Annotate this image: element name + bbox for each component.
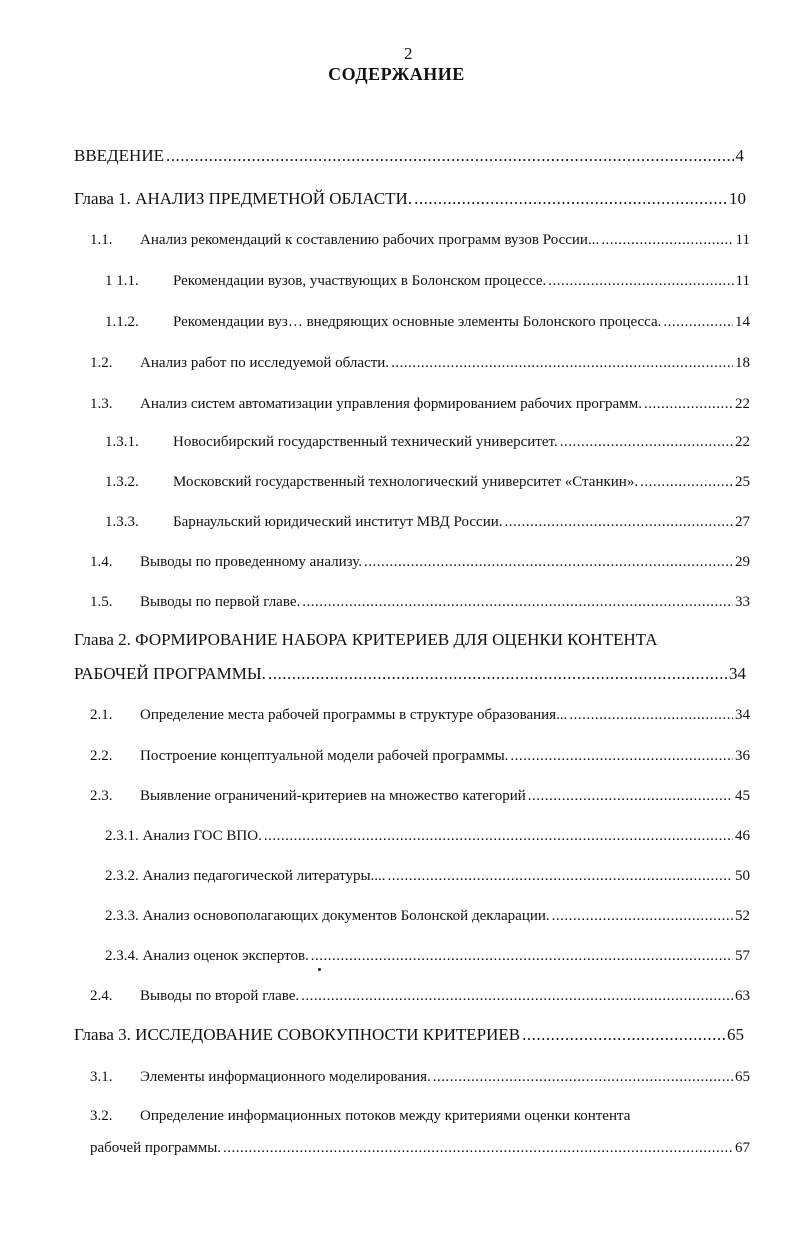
toc-entry-chapter-2-line-1[interactable] bbox=[74, 630, 658, 650]
toc-entry-number: 1.4. bbox=[90, 554, 113, 570]
toc-entry-label: Анализ работ по исследуемой области. bbox=[140, 355, 390, 371]
toc-leader-dots bbox=[414, 189, 727, 209]
toc-entry-3-2-line-1[interactable] bbox=[90, 1106, 630, 1126]
toc-entry-2-3-3[interactable] bbox=[105, 906, 750, 926]
toc-entry-page: 45 bbox=[735, 788, 750, 804]
toc-entry-1-2[interactable] bbox=[90, 353, 750, 373]
toc-entry-number: 3.1. bbox=[90, 1069, 113, 1085]
toc-entry-label: Анализ систем автоматизации управления формированием рабочих программ. bbox=[140, 396, 642, 412]
toc-entry-number: 1.5. bbox=[90, 594, 113, 610]
toc-entry-page: 63 bbox=[735, 988, 750, 1004]
toc-entry-page: 29 bbox=[735, 554, 750, 570]
toc-entry-1-3-1[interactable] bbox=[105, 432, 750, 452]
toc-entry-page: 50 bbox=[735, 868, 750, 884]
toc-entry-label: Выводы по второй главе. bbox=[140, 988, 300, 1004]
toc-entry-page: 67 bbox=[735, 1140, 750, 1156]
toc-entry-page: 57 bbox=[735, 948, 750, 964]
toc-entry-page: 34 bbox=[735, 707, 750, 723]
toc-entry-label: Выявление ограничений-критериев на множество категорий bbox=[140, 788, 526, 804]
toc-leader-dots bbox=[505, 512, 733, 532]
toc-entry-introduction[interactable] bbox=[74, 146, 744, 166]
toc-entry-page: 10 bbox=[729, 189, 746, 208]
toc-leader-dots bbox=[644, 394, 733, 414]
toc-entry-1-3-3[interactable] bbox=[105, 512, 750, 532]
toc-entry-label: Анализ рекомендаций к составлению рабочих программ вузов России... bbox=[140, 232, 600, 248]
toc-entry-label: ВВЕДЕНИЕ bbox=[74, 146, 164, 165]
toc-entry-label: 2.3.1. Анализ ГОС ВПО. bbox=[105, 828, 262, 844]
toc-entry-label: Построение концептуальной модели рабочей программы. bbox=[140, 748, 509, 764]
toc-entry-page: 52 bbox=[735, 908, 750, 924]
toc-entry-label: РАБОЧЕЙ ПРОГРАММЫ. bbox=[74, 664, 266, 683]
toc-entry-number: 3.2. bbox=[90, 1108, 113, 1124]
toc-entry-number: 1.2. bbox=[90, 355, 113, 371]
toc-entry-page: 11 bbox=[735, 232, 750, 248]
toc-entry-chapter-1[interactable] bbox=[74, 189, 746, 209]
toc-leader-dots bbox=[510, 746, 733, 766]
toc-entry-2-3-2[interactable] bbox=[105, 866, 750, 886]
toc-leader-dots bbox=[391, 353, 733, 373]
toc-entry-page: 14 bbox=[735, 314, 750, 330]
toc-entry-label: Рекомендации вузов, участвующих в Болонском процессе. bbox=[173, 273, 547, 289]
toc-entry-page: 65 bbox=[735, 1069, 750, 1085]
toc-leader-dots bbox=[264, 826, 733, 846]
page-title: СОДЕРЖАНИЕ bbox=[328, 64, 465, 84]
toc-entry-label: рабочей программы. bbox=[90, 1140, 222, 1156]
toc-entry-1-3-2[interactable] bbox=[105, 472, 750, 492]
toc-entry-page: 4 bbox=[735, 146, 744, 165]
toc-entry-2-3[interactable] bbox=[90, 786, 750, 806]
toc-entry-chapter-3[interactable] bbox=[74, 1025, 744, 1045]
toc-leader-dots bbox=[223, 1138, 733, 1158]
toc-entry-label: Глава 2. ФОРМИРОВАНИЕ НАБОРА КРИТЕРИЕВ ДЛЯ ОЦЕНКИ КОНТЕНТА bbox=[74, 630, 658, 649]
toc-entry-label: Глава 1. АНАЛИЗ ПРЕДМЕТНОЙ ОБЛАСТИ. bbox=[74, 189, 413, 208]
toc-entry-2-2[interactable] bbox=[90, 746, 750, 766]
toc-leader-dots bbox=[528, 786, 733, 806]
toc-leader-dots bbox=[640, 472, 733, 492]
toc-leader-dots bbox=[388, 866, 733, 886]
toc-entry-number: 2.4. bbox=[90, 988, 113, 1004]
toc-entry-label: 2.3.3. Анализ основополагающих документов Болонской декларации. bbox=[105, 908, 550, 924]
toc-leader-dots bbox=[569, 705, 733, 725]
toc-entry-3-2-line-2[interactable] bbox=[90, 1138, 750, 1158]
toc-entry-1-1-2[interactable] bbox=[105, 312, 750, 332]
toc-leader-dots bbox=[166, 146, 734, 166]
toc-leader-dots bbox=[364, 552, 733, 572]
toc-entry-number: 2.2. bbox=[90, 748, 113, 764]
toc-entry-page: 18 bbox=[735, 355, 750, 371]
toc-entry-label: Определение места рабочей программы в структуре образования... bbox=[140, 707, 568, 723]
toc-entry-number: 1.1. bbox=[90, 232, 113, 248]
toc-entry-page: 22 bbox=[735, 434, 750, 450]
toc-entry-label: Выводы по первой главе. bbox=[140, 594, 301, 610]
toc-entry-label: Элементы информационного моделирования. bbox=[140, 1069, 431, 1085]
toc-entry-page: 25 bbox=[735, 474, 750, 490]
toc-entry-page: 27 bbox=[735, 514, 750, 530]
toc-entry-label: Выводы по проведенному анализу. bbox=[140, 554, 362, 570]
toc-entry-2-1[interactable] bbox=[90, 705, 750, 725]
toc-entry-1-1-1[interactable] bbox=[105, 271, 750, 291]
toc-entry-1-3[interactable] bbox=[90, 394, 750, 414]
toc-entry-1-1[interactable] bbox=[90, 230, 750, 250]
toc-entry-label: Глава 3. ИССЛЕДОВАНИЕ СОВОКУПНОСТИ КРИТЕРИЕВ bbox=[74, 1025, 521, 1044]
toc-entry-2-3-1[interactable] bbox=[105, 826, 750, 846]
toc-entry-number: 1.1.2. bbox=[105, 314, 139, 330]
toc-leader-dots bbox=[522, 1025, 725, 1045]
toc-entry-1-5[interactable] bbox=[90, 592, 750, 612]
toc-entry-page: 34 bbox=[729, 664, 746, 683]
toc-leader-dots bbox=[548, 271, 733, 291]
toc-entry-label: 2.3.4. Анализ оценок экспертов. bbox=[105, 948, 309, 964]
toc-leader-dots bbox=[663, 312, 733, 332]
toc-leader-dots bbox=[268, 664, 727, 684]
toc-entry-page: 33 bbox=[735, 594, 750, 610]
toc-leader-dots bbox=[301, 986, 733, 1006]
page-number: 2 bbox=[404, 44, 413, 63]
toc-entry-1-4[interactable] bbox=[90, 552, 750, 572]
scan-speck bbox=[318, 968, 321, 971]
toc-leader-dots bbox=[311, 946, 733, 966]
toc-entry-2-3-4[interactable] bbox=[105, 946, 750, 966]
toc-leader-dots bbox=[601, 230, 733, 250]
toc-entry-page: 65 bbox=[727, 1025, 744, 1044]
toc-leader-dots bbox=[302, 592, 733, 612]
toc-leader-dots bbox=[552, 906, 733, 926]
toc-entry-label: Московский государственный технологический университет «Станкин». bbox=[173, 474, 639, 490]
toc-entry-2-4[interactable] bbox=[90, 986, 750, 1006]
toc-entry-page: 11 bbox=[735, 273, 750, 289]
toc-entry-number: 1.3. bbox=[90, 396, 113, 412]
toc-entry-number: 1.3.3. bbox=[105, 514, 139, 530]
toc-entry-label: Рекомендации вуз… внедряющих основные элементы Болонского процесса. bbox=[173, 314, 662, 330]
toc-entry-page: 46 bbox=[735, 828, 750, 844]
toc-entry-label: Определение информационных потоков между критериями оценки контента bbox=[140, 1108, 631, 1124]
toc-entry-number: 1 1.1. bbox=[105, 273, 139, 289]
toc-entry-number: 2.3. bbox=[90, 788, 113, 804]
toc-entry-3-1[interactable] bbox=[90, 1067, 750, 1087]
toc-entry-page: 36 bbox=[735, 748, 750, 764]
toc-leader-dots bbox=[433, 1067, 733, 1087]
toc-entry-number: 2.1. bbox=[90, 707, 113, 723]
toc-leader-dots bbox=[560, 432, 733, 452]
toc-entry-label: Новосибирский государственный технический университет. bbox=[173, 434, 558, 450]
toc-entry-number: 1.3.1. bbox=[105, 434, 139, 450]
toc-entry-label: 2.3.2. Анализ педагогической литературы.... bbox=[105, 868, 386, 884]
toc-entry-label: Барнаульский юридический институт МВД России. bbox=[173, 514, 503, 530]
toc-entry-chapter-2-line-2[interactable] bbox=[74, 664, 746, 684]
toc-entry-page: 22 bbox=[735, 396, 750, 412]
toc-entry-number: 1.3.2. bbox=[105, 474, 139, 490]
